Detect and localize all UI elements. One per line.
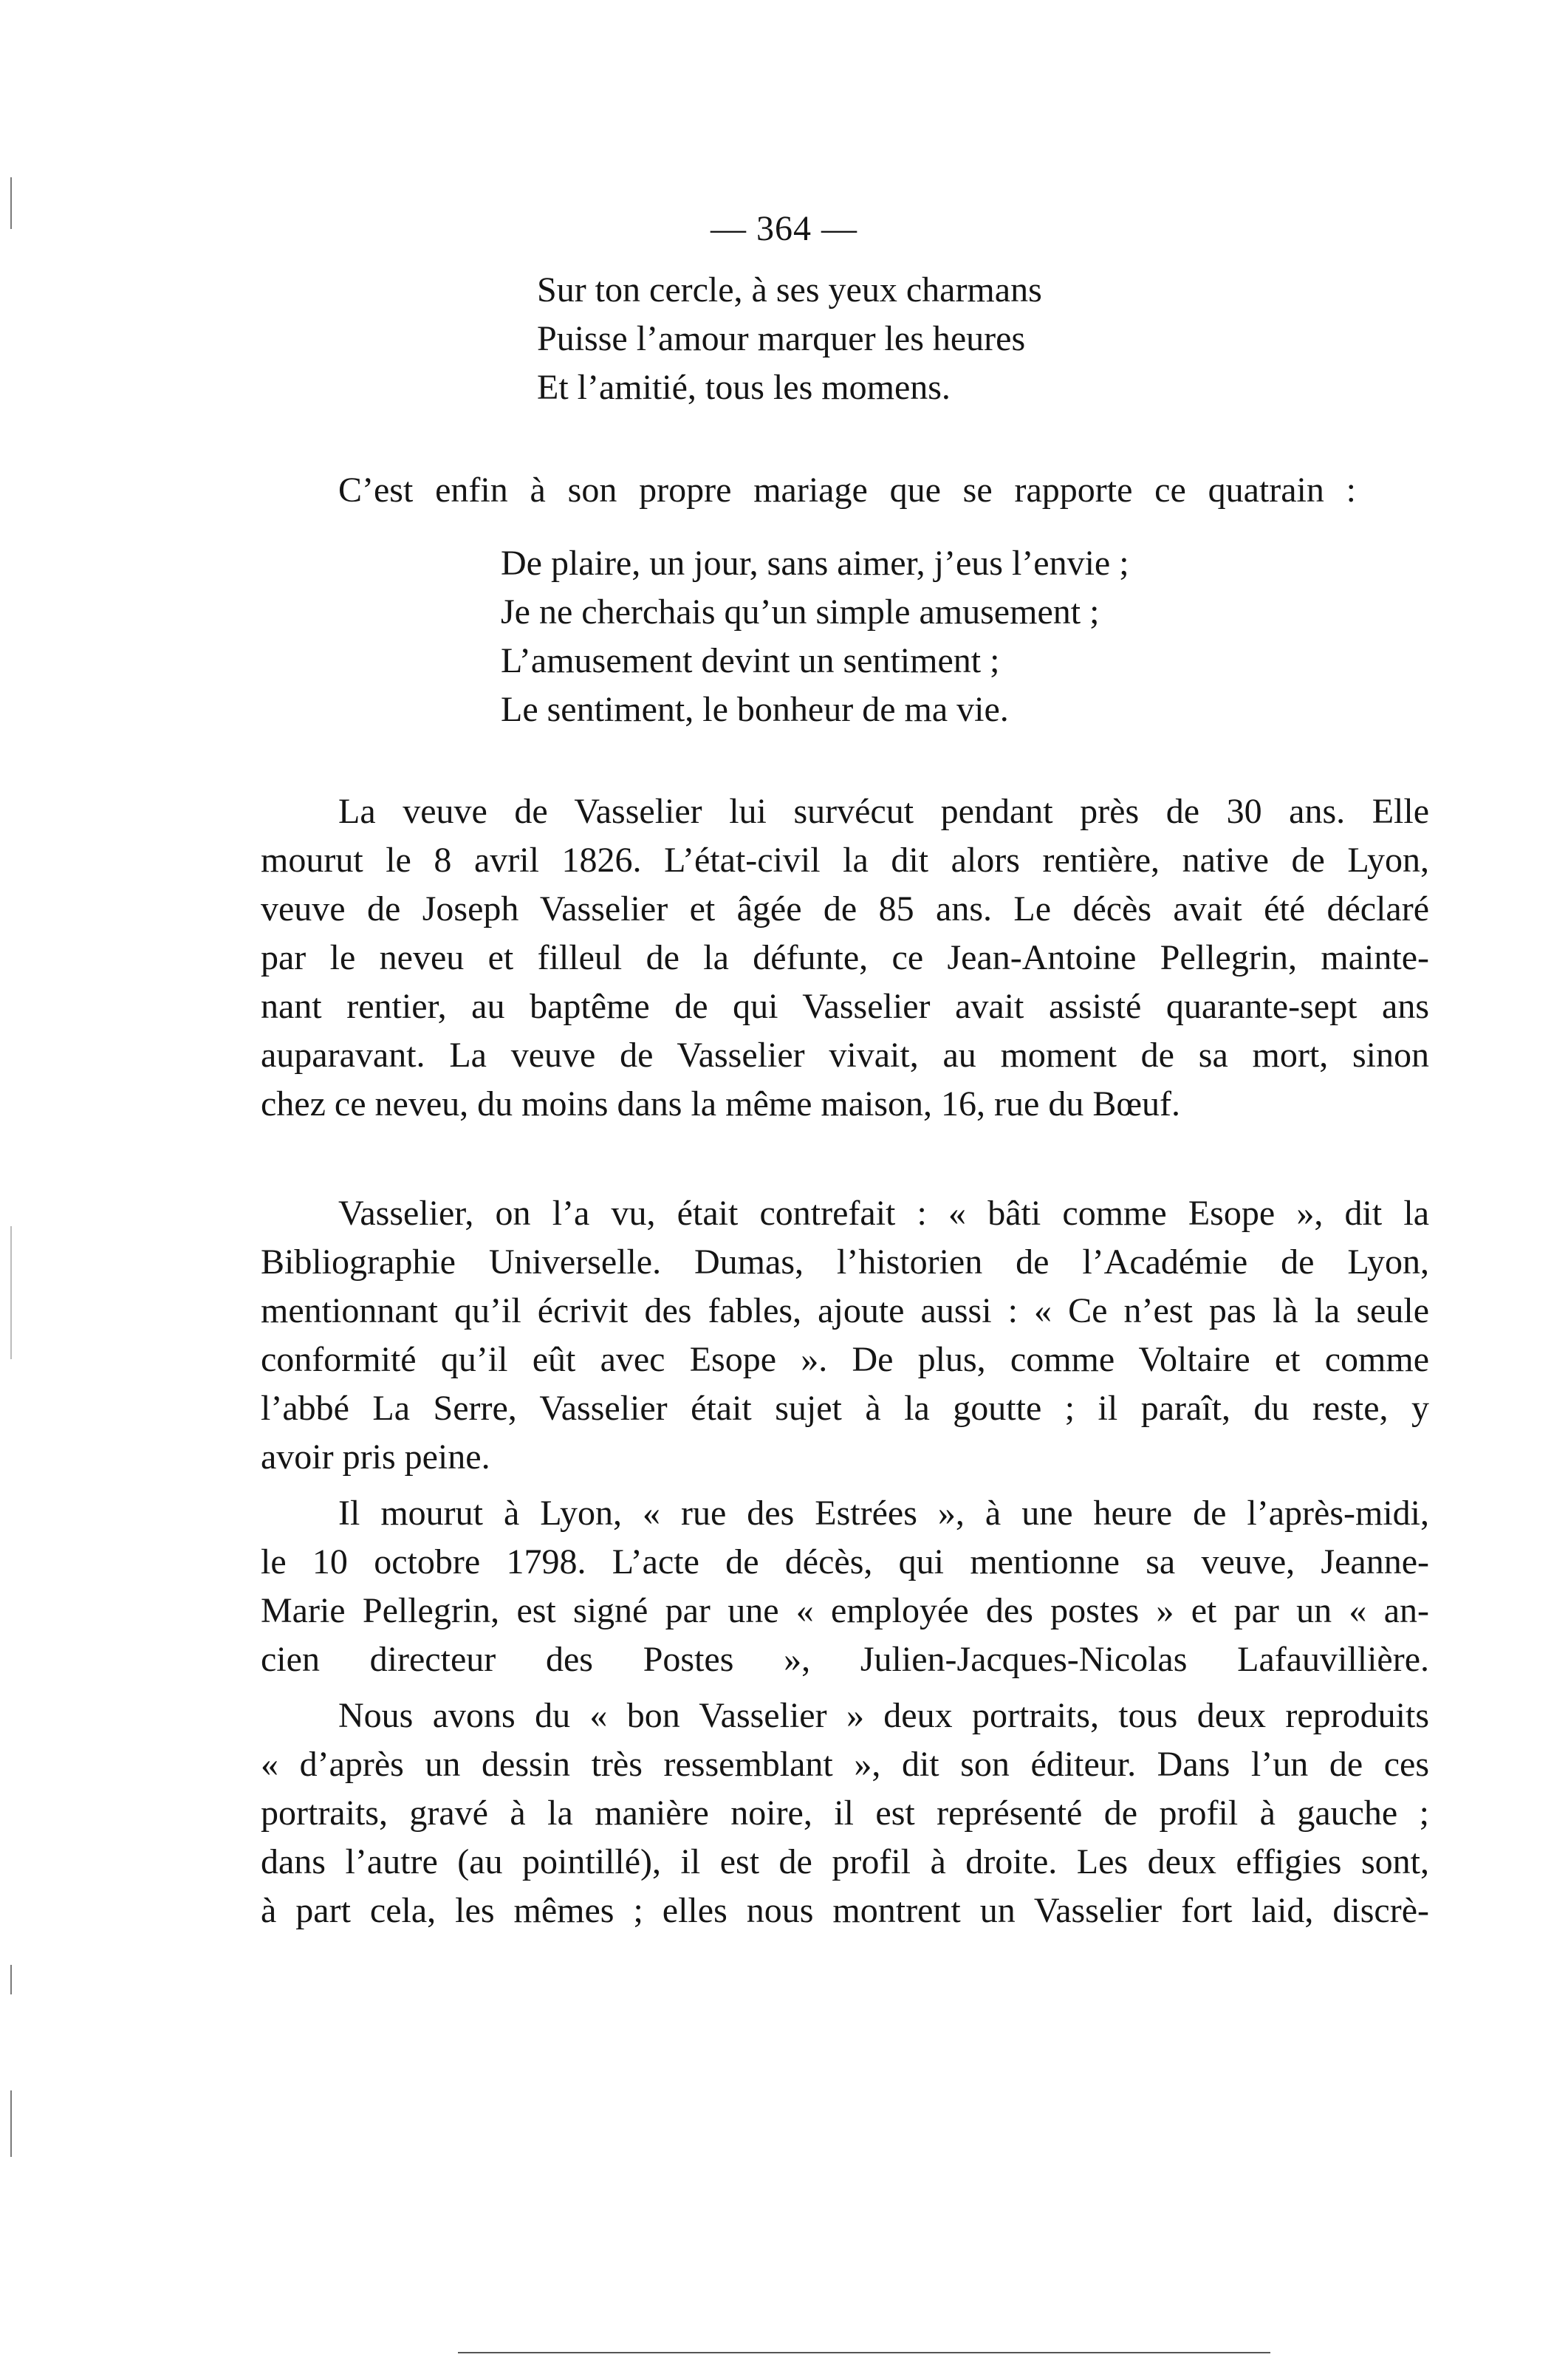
poem-line: Et l’amitié, tous les momens. [537,368,951,407]
scan-margin-mark [10,1226,12,1359]
paragraph-line: avoir pris peine. [261,1437,490,1477]
paragraph-line: mentionnant qu’il écrivit des fables, ajoute aussi : « Ce n’est pas là la seule [261,1291,1429,1330]
paragraph-line: nant rentier, au baptême de qui Vasselier avait assisté quarante-sept ans [261,987,1429,1026]
scan-margin-mark [10,2090,12,2157]
paragraph-line: Marie Pellegrin, est signé par une « employée des postes » et par un « an- [261,1591,1429,1630]
scan-bottom-rule [458,2352,1270,2353]
paragraph-line: Vasselier, on l’a vu, était contrefait : « bâti comme Esope », dit la [338,1194,1429,1233]
paragraph-line: par le neveu et filleul de la défunte, ce Jean-Antoine Pellegrin, mainte- [261,938,1429,977]
paragraph-line: à part cela, les mêmes ; elles nous montrent un Vasselier fort laid, discrè- [261,1891,1429,1930]
poem-line: Puisse l’amour marquer les heures [537,319,1026,358]
poem-line: Sur ton cercle, à ses yeux charmans [537,270,1042,310]
paragraph-line: l’abbé La Serre, Vasselier était sujet à la goutte ; il paraît, du reste, y [261,1389,1429,1428]
paragraph-line: Il mourut à Lyon, « rue des Estrées », à une heure de l’après-midi, [338,1494,1429,1533]
paragraph-line: Nous avons du « bon Vasselier » deux portraits, tous deux reproduits [338,1696,1429,1735]
quatrain-line: Je ne cherchais qu’un simple amusement ; [501,592,1100,632]
scan-margin-mark [10,1965,12,1994]
quatrain-line: De plaire, un jour, sans aimer, j’eus l’envie ; [501,544,1129,583]
quatrain-line: L’amusement devint un sentiment ; [501,641,1000,680]
paragraph-line: portraits, gravé à la manière noire, il est représenté de profil à gauche ; [261,1793,1429,1833]
page-number: — 364 — [711,209,857,248]
paragraph-line: cien directeur des Postes », Julien-Jacques-Nicolas Lafauvillière. [261,1640,1429,1679]
paragraph-line: auparavant. La veuve de Vasselier vivait, au moment de sa mort, sinon [261,1036,1429,1075]
intro-line: C’est enfin à son propre mariage que se rapporte ce quatrain : [338,471,1356,510]
paragraph-line: veuve de Joseph Vasselier et âgée de 85 ans. Le décès avait été déclaré [261,889,1429,929]
quatrain-line: Le sentiment, le bonheur de ma vie. [501,690,1009,729]
paragraph-line: « d’après un dessin très ressemblant », dit son éditeur. Dans l’un de ces [261,1745,1429,1784]
paragraph-line: mourut le 8 avril 1826. L’état-civil la dit alors rentière, native de Lyon, [261,841,1429,880]
paragraph-line: dans l’autre (au pointillé), il est de profil à droite. Les deux effigies sont, [261,1842,1429,1881]
paragraph-line: La veuve de Vasselier lui survécut pendant près de 30 ans. Elle [338,792,1429,831]
paragraph-line: chez ce neveu, du moins dans la même maison, 16, rue du Bœuf. [261,1084,1180,1124]
paragraph-line: conformité qu’il eût avec Esope ». De plus, comme Voltaire et comme [261,1340,1429,1379]
paragraph-line: Bibliographie Universelle. Dumas, l’historien de l’Académie de Lyon, [261,1242,1429,1282]
paragraph-line: le 10 octobre 1798. L’acte de décès, qui mentionne sa veuve, Jeanne- [261,1542,1429,1581]
